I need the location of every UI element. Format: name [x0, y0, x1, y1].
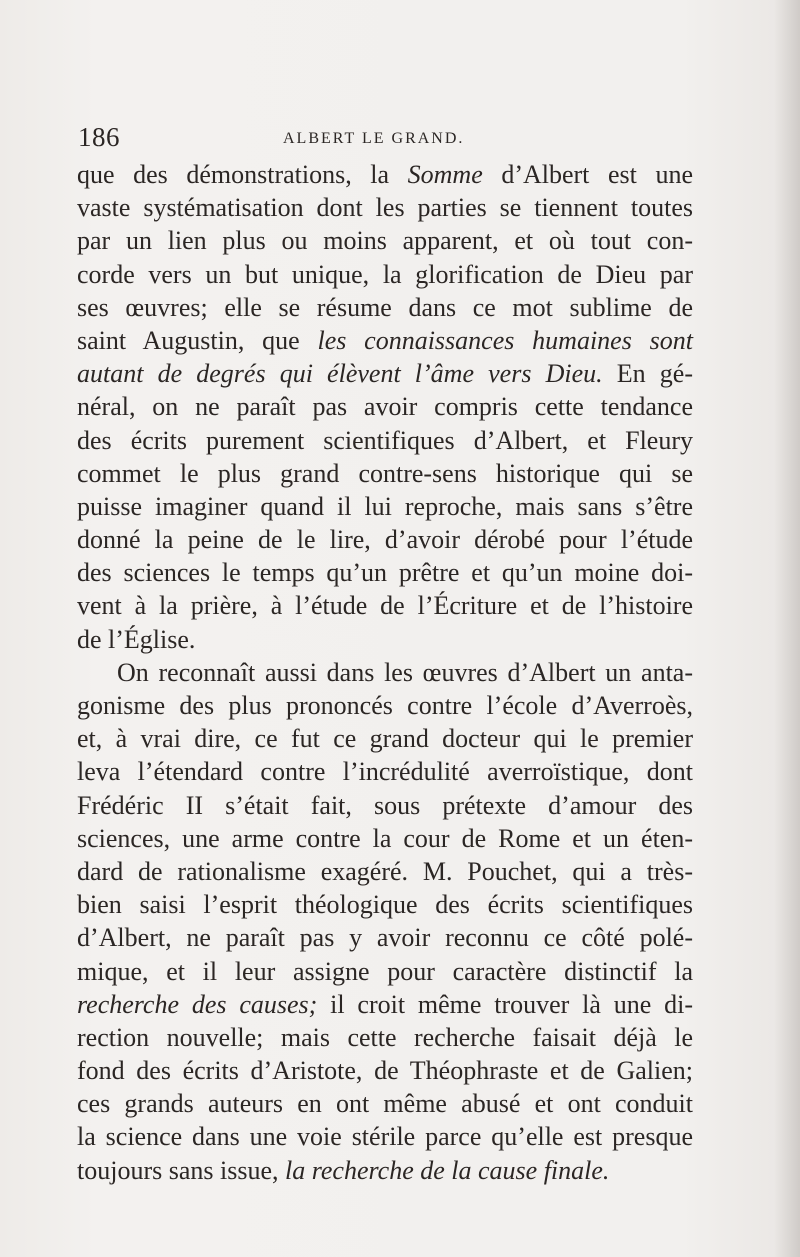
text-line [77, 523, 693, 556]
text-line [77, 955, 693, 988]
text-line [77, 722, 693, 755]
text-line [77, 291, 693, 324]
text-segment: rection nouvelle; mais cette recherche faisait déjà le [77, 1022, 693, 1052]
text-line [77, 556, 693, 589]
text-segment: Frédéric II s’était fait, sous prétexte d’amour des [77, 790, 693, 820]
text-segment: gonisme des plus prononcés contre l’école d’Averroès, [77, 691, 693, 720]
text-segment: ses œuvres; elle se résume dans ce mot sublime de [77, 292, 693, 322]
text-segment: leva l’étendard contre l’incrédulité averroïstique, dont [77, 757, 693, 787]
text-line [77, 988, 693, 1021]
text-segment: mique, et il leur assigne pour caractère distinctif la [77, 956, 693, 986]
text-line [77, 357, 693, 390]
text-line [77, 324, 693, 357]
italic-text-segment: les connaissances humaines sont [317, 325, 693, 355]
text-line [77, 755, 693, 788]
body-text [77, 158, 693, 1187]
text-line [77, 224, 693, 257]
italic-text-segment: Somme [407, 160, 483, 189]
text-segment: des écrits purement scientifiques d’Albert, et Fleury [77, 425, 693, 455]
text-line [77, 1154, 693, 1187]
page-header [78, 122, 693, 158]
text-segment: vent à la prière, à l’étude de l’Écriture et de l’histoire [77, 591, 693, 621]
text-segment: par un lien plus ou moins apparent, et où tout con- [77, 226, 693, 256]
text-segment: ces grands auteurs en ont même abusé et ont conduit [77, 1089, 693, 1119]
italic-text-segment: la recherche de la cause finale. [285, 1155, 610, 1185]
text-line [77, 424, 693, 457]
text-segment: que des démonstrations, la [77, 160, 408, 189]
text-line [77, 623, 693, 656]
text-segment: il croit même trouver là une di- [317, 989, 694, 1019]
text-segment: corde vers un but unique, la glorification de Dieu par [77, 259, 693, 289]
text-line [77, 258, 693, 291]
text-line [77, 921, 693, 954]
text-line [77, 457, 693, 490]
text-line [77, 1120, 693, 1153]
text-line [77, 656, 693, 689]
text-segment: puisse imaginer quand il lui reproche, mais sans s’être [77, 491, 693, 521]
text-line [77, 191, 693, 224]
text-line [77, 490, 693, 523]
text-line [77, 822, 693, 855]
text-line [77, 158, 693, 191]
text-segment: vaste systématisation dont les parties se tiennent toutes [77, 193, 693, 223]
page-number: 186 [78, 122, 120, 152]
text-segment: et, à vrai dire, ce fut ce grand docteur qui le premier [77, 724, 693, 754]
text-line [77, 689, 693, 722]
text-segment: On reconnaît aussi dans les œuvres d’Albert un anta- [117, 657, 693, 687]
italic-text-segment: recherche des causes; [77, 989, 318, 1019]
text-line [77, 589, 693, 622]
text-segment: bien saisi l’esprit théologique des écrits scientifiques [77, 890, 693, 920]
page-gutter-shadow [774, 0, 800, 1257]
text-line [77, 888, 693, 921]
text-line [77, 1021, 693, 1054]
text-segment: la science dans une voie stérile parce qu’elle est presque [77, 1122, 693, 1152]
text-segment: fond des écrits d’Aristote, de Théophraste et de Galien; [77, 1056, 693, 1086]
text-line [77, 1054, 693, 1087]
text-segment: sciences, une arme contre la cour de Rome et un éten- [77, 823, 693, 853]
text-segment: d’Albert est une [482, 160, 693, 189]
text-segment: toujours sans issue, [77, 1155, 285, 1185]
running-head: ALBERT LE GRAND. [283, 130, 465, 147]
text-segment: commet le plus grand contre-sens historique qui se [77, 458, 693, 488]
text-segment: En gé- [602, 359, 693, 389]
text-line [77, 390, 693, 423]
text-segment: saint Augustin, que [77, 325, 318, 355]
text-line [77, 1087, 693, 1120]
italic-text-segment: autant de degrés qui élèvent l’âme vers Dieu. [77, 359, 603, 389]
text-line [77, 855, 693, 888]
text-segment: donné la peine de le lire, d’avoir dérobé pour l’étude [77, 525, 693, 555]
text-segment: de l’Église. [77, 624, 196, 654]
text-line [77, 789, 693, 822]
text-segment: d’Albert, ne paraît pas y avoir reconnu ce côté polé- [77, 923, 693, 953]
text-segment: des sciences le temps qu’un prêtre et qu’un moine doi- [77, 558, 693, 588]
text-segment: néral, on ne paraît pas avoir compris cette tendance [77, 392, 693, 422]
text-segment: dard de rationalisme exagéré. M. Pouchet, qui a très- [77, 856, 693, 886]
